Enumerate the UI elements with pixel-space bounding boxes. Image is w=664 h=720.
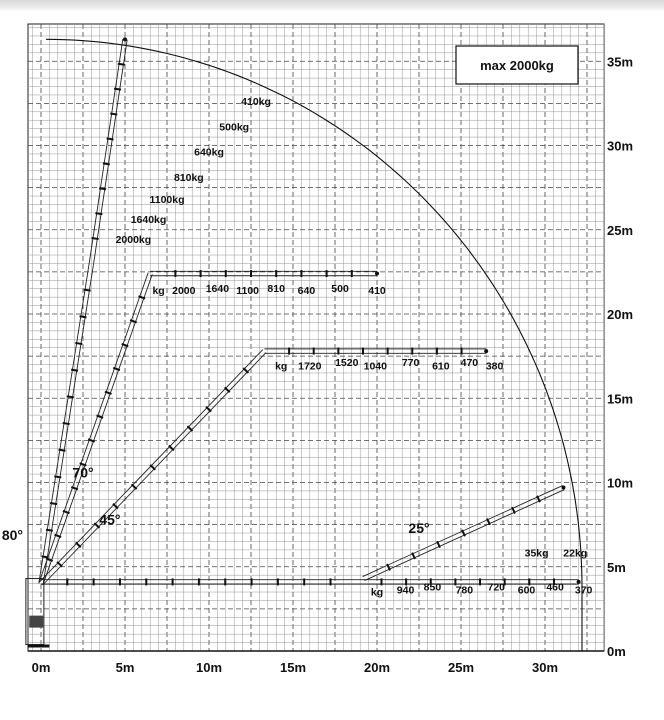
boom-joint — [512, 507, 515, 513]
load-label: 940 — [396, 584, 415, 597]
boom-joint — [110, 114, 117, 115]
angle-label: 25° — [408, 520, 430, 537]
load-label: 600 — [517, 584, 536, 597]
load-label: 1640kg — [130, 214, 167, 227]
boom-joint — [107, 138, 114, 139]
load-label: 380 — [485, 360, 504, 373]
boom-edge — [94, 40, 128, 264]
y-tick-label: 35m — [607, 54, 634, 70]
y-tick-label: 5m — [607, 559, 626, 575]
boom-tip — [375, 272, 379, 276]
boom-joint — [99, 188, 106, 189]
load-label: 410 — [368, 284, 386, 297]
boom-joint — [92, 238, 99, 239]
load-label: 1640 — [205, 283, 230, 296]
load-label: 770 — [401, 357, 420, 370]
x-tick-label: 20m — [363, 660, 391, 675]
load-label: 500 — [331, 283, 349, 296]
x-tick-label: 5m — [115, 660, 135, 675]
load-label: 1720 — [298, 360, 322, 373]
boom-joint — [50, 503, 57, 504]
boom-joint — [114, 89, 121, 90]
boom-tip — [484, 349, 488, 353]
load-label: 1040 — [363, 360, 387, 373]
boom-joint — [75, 343, 82, 344]
load-label: 810kg — [173, 171, 204, 184]
boom-joint — [487, 518, 490, 524]
angle-label: 70° — [72, 464, 94, 481]
boom-joint — [537, 496, 540, 502]
crane-rotator — [29, 616, 43, 628]
load-label: 780 — [455, 584, 474, 597]
boom-joint — [103, 163, 110, 164]
boom-joint — [54, 476, 61, 477]
boom-joint — [59, 450, 66, 451]
boom-joint — [80, 316, 87, 317]
load-label: 1100 — [236, 284, 260, 297]
boom-joint — [95, 213, 102, 214]
grid-frame — [28, 24, 604, 651]
load-label: kg — [370, 586, 384, 599]
load-label: 850 — [423, 581, 442, 594]
load-label: 810 — [267, 283, 285, 296]
x-tick-label: 10m — [195, 660, 223, 675]
load-label: 500kg — [219, 121, 250, 134]
boom-80 — [39, 37, 127, 584]
angle-label: 45° — [99, 511, 121, 528]
load-label: 460 — [546, 581, 564, 594]
y-tick-label: 25m — [607, 222, 634, 238]
boom-joint — [206, 407, 211, 412]
y-tick-label: 0m — [607, 644, 626, 659]
load-label: 610 — [432, 360, 450, 373]
boom-tip — [123, 37, 127, 41]
load-label: 2000 — [172, 284, 196, 297]
boom-joint — [412, 553, 415, 559]
load-label: 1520 — [335, 357, 359, 370]
boom-45 — [39, 348, 488, 586]
y-tick-label: 20m — [607, 307, 634, 322]
y-tick-label: 10m — [607, 475, 634, 491]
load-labels — [116, 96, 593, 598]
boom-joint — [187, 426, 192, 431]
load-label: 720 — [487, 581, 506, 594]
grid — [28, 24, 604, 651]
boom-joint — [118, 64, 125, 65]
y-tick-label: 30m — [607, 138, 634, 154]
boom-joint — [46, 530, 53, 531]
load-label: 370 — [574, 584, 593, 597]
boom-joint — [387, 564, 390, 570]
load-label: 1100kg — [149, 193, 185, 206]
boom-joint — [437, 541, 440, 547]
x-tick-label: 25m — [447, 660, 475, 675]
crane-base — [26, 579, 50, 646]
boom-joint — [84, 290, 91, 291]
x-tick-label: 0m — [31, 660, 51, 675]
load-label: 35kg — [524, 547, 549, 560]
x-tick-label: 30m — [531, 660, 559, 675]
angle-label: 80° — [1, 526, 24, 543]
x-tick-label: 15m — [279, 660, 307, 675]
boom-joint — [169, 446, 174, 451]
boom-joint — [71, 370, 78, 371]
load-label: 22kg — [563, 547, 588, 560]
max-capacity-label: max 2000kg — [480, 58, 554, 73]
boom-joint — [63, 423, 70, 424]
boom-joint — [243, 368, 248, 373]
boom-joint — [67, 396, 74, 397]
boom-tip — [577, 580, 581, 584]
boom-joint — [462, 530, 465, 536]
boom-edge — [43, 274, 152, 584]
load-label: 470 — [460, 357, 479, 370]
load-label: 640 — [297, 284, 316, 297]
load-label: 410kg — [241, 96, 271, 109]
max-capacity-box — [456, 46, 578, 84]
boom-joint — [76, 542, 81, 547]
boom-edge — [39, 273, 148, 583]
load-label: 640kg — [194, 146, 224, 159]
boom-tip — [561, 486, 565, 490]
load-label: kg — [152, 284, 165, 297]
boom-joint — [132, 484, 137, 489]
y-tick-label: 15m — [607, 391, 634, 407]
load-label: 2000kg — [115, 234, 152, 247]
load-label: kg — [275, 360, 288, 373]
